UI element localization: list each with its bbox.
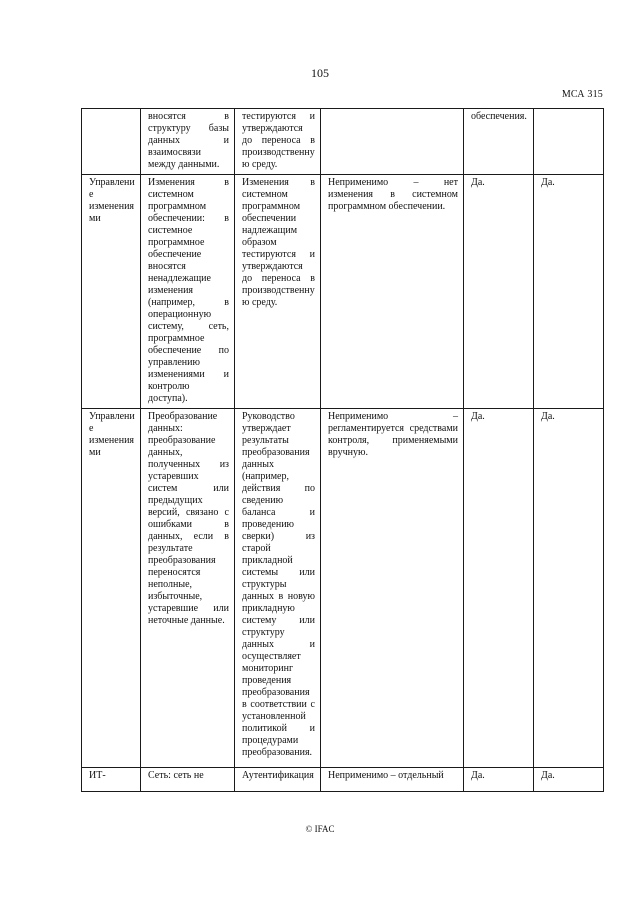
table-row — [82, 768, 604, 792]
answer-cell — [534, 109, 604, 175]
answer-cell: Да. — [534, 768, 604, 792]
standard-header: МСА 315 — [561, 89, 603, 100]
risk-cell: вносятся в структуру базы данных и взаимосвязи между данными. — [141, 109, 235, 175]
answer-cell: Да. — [464, 768, 534, 792]
control-cell: Руководство утверждает результаты преобразования данных (например, действия по сведению баланса и проведению сверки) из старой прикладной системы или структуры данных в новую прикладную систему или структуру данных и осуществляет мониторинг проведения преобразования в соответствии с установленной политикой и процедурами преобразования. — [235, 409, 321, 768]
process-cell: Управление изменениями — [82, 175, 141, 409]
table-row — [82, 175, 604, 409]
answer-cell: обеспечения. — [464, 109, 534, 175]
applicability-cell: Неприменимо – отдельный — [321, 768, 464, 792]
applicability-cell — [321, 109, 464, 175]
applicability-cell: Неприменимо – регламентируется средствами контроля, применяемыми вручную. — [321, 409, 464, 768]
answer-cell: Да. — [534, 409, 604, 768]
answer-cell: Да. — [464, 175, 534, 409]
table-row — [82, 109, 604, 175]
table-row — [82, 409, 604, 768]
control-cell: тестируются и утверждаются до переноса в производственную среду. — [235, 109, 321, 175]
page-number: 105 — [311, 66, 329, 80]
controls-table — [81, 108, 604, 792]
copyright-footer: © IFAC — [305, 824, 335, 834]
answer-cell: Да. — [534, 175, 604, 409]
process-cell: ИТ- — [82, 768, 141, 792]
control-cell: Аутентификация — [235, 768, 321, 792]
process-cell: Управление изменениями — [82, 409, 141, 768]
applicability-cell: Неприменимо – нет изменения в системном программном обеспечении. — [321, 175, 464, 409]
risk-cell: Сеть: сеть не — [141, 768, 235, 792]
risk-cell: Преобразование данных: преобразование данных, полученных из устаревших систем или предыдущих версий, связано с ошибками в данных, если в результате преобразования переносятся неполные, избыточные, устаревшие или неточные данные. — [141, 409, 235, 768]
process-cell — [82, 109, 141, 175]
control-cell: Изменения в системном программном обеспечении надлежащим образом тестируются и утверждаются до переноса в производственную среду. — [235, 175, 321, 409]
answer-cell: Да. — [464, 409, 534, 768]
risk-cell: Изменения в системном программном обеспечении: в системное программное обеспечение вносятся ненадлежащие изменения (например, в операционную систему, сеть, программное обеспечение по управлению изменениями и контролю доступа). — [141, 175, 235, 409]
